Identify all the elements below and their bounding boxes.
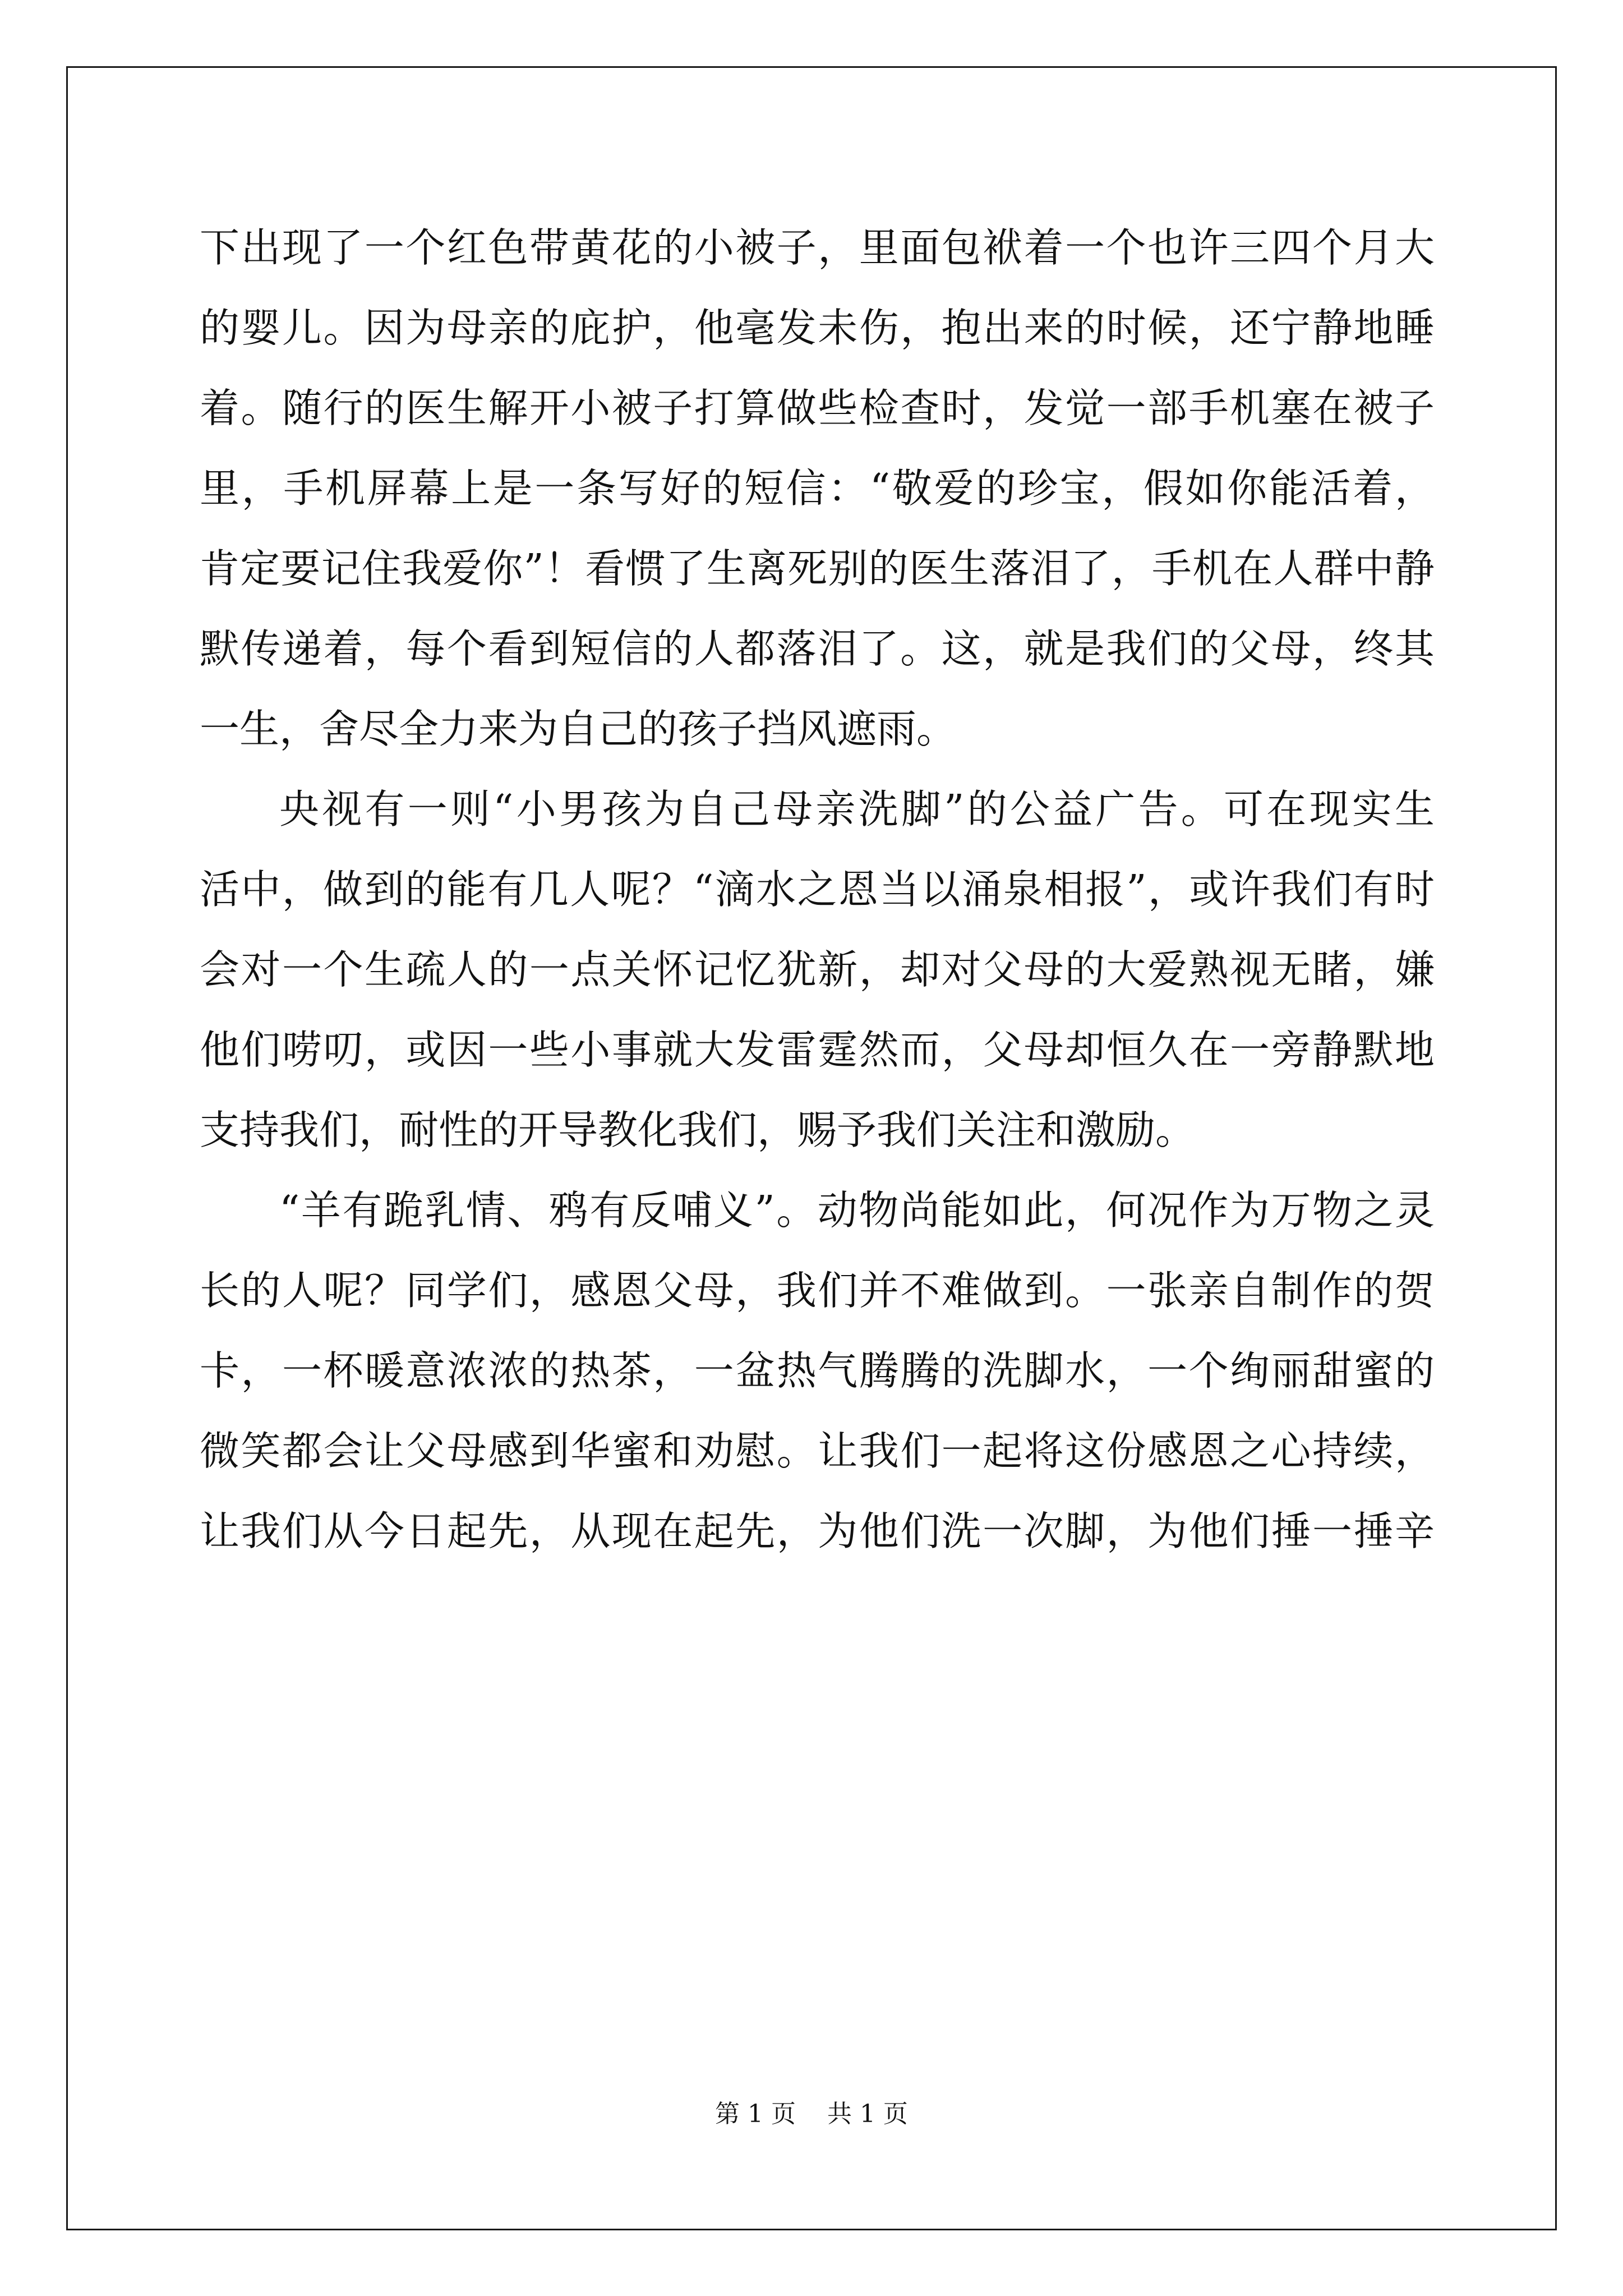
- text-line-17: 让我们从今日起先，从现在起先，为他们洗一次脚，为他们捶一捶辛: [200, 1508, 1435, 1554]
- text-line-10: 会对一个生疏人的一点关怀记忆犹新，却对父母的大爱熟视无睹，嫌: [200, 946, 1435, 993]
- text-line-13: “羊有跪乳情、鸦有反哺义”。动物尚能如此，何况作为万物之灵: [279, 1187, 1435, 1234]
- text-line-4: 里，手机屏幕上是一条写好的短信：“敬爱的珍宝，假如你能活着，: [200, 465, 1435, 512]
- text-line-1: 下出现了一个红色带黄花的小被子，里面包袱着一个也许三四个月大: [200, 224, 1435, 271]
- text-line-9: 活中，做到的能有几人呢？“滴水之恩当以涌泉相报”，或许我们有时: [200, 866, 1435, 913]
- text-line-16: 微笑都会让父母感到华蜜和劝慰。让我们一起将这份感恩之心持续，: [200, 1428, 1435, 1474]
- text-line-15: 卡，一杯暖意浓浓的热茶，一盆热气腾腾的洗脚水，一个绚丽甜蜜的: [200, 1347, 1435, 1394]
- page-number-footer: 第 1 页 共 1 页: [715, 2100, 908, 2128]
- text-line-12: 支持我们，耐性的开导教化我们，赐予我们关注和激励。: [200, 1107, 1196, 1153]
- text-line-6: 默传递着，每个看到短信的人都落泪了。这，就是我们的父母，终其: [200, 625, 1435, 672]
- text-line-2: 的婴儿。因为母亲的庇护，他毫发未伤，抱出来的时候，还宁静地睡: [200, 305, 1435, 351]
- text-line-7: 一生，舍尽全力来为自己的孩子挡风遮雨。: [200, 706, 957, 752]
- text-line-3: 着。随行的医生解开小被子打算做些检查时，发觉一部手机塞在被子: [200, 385, 1435, 431]
- text-line-5: 肯定要记住我爱你”！看惯了生离死别的医生落泪了，手机在人群中静: [200, 545, 1435, 592]
- text-line-11: 他们唠叨，或因一些小事就大发雷霆然而，父母却恒久在一旁静默地: [200, 1027, 1435, 1073]
- text-line-8: 央视有一则“小男孩为自己母亲洗脚”的公益广告。可在现实生: [279, 786, 1435, 832]
- document-body: [200, 208, 1435, 1571]
- text-line-14: 长的人呢？同学们，感恩父母，我们并不难做到。一张亲自制作的贺: [200, 1267, 1435, 1314]
